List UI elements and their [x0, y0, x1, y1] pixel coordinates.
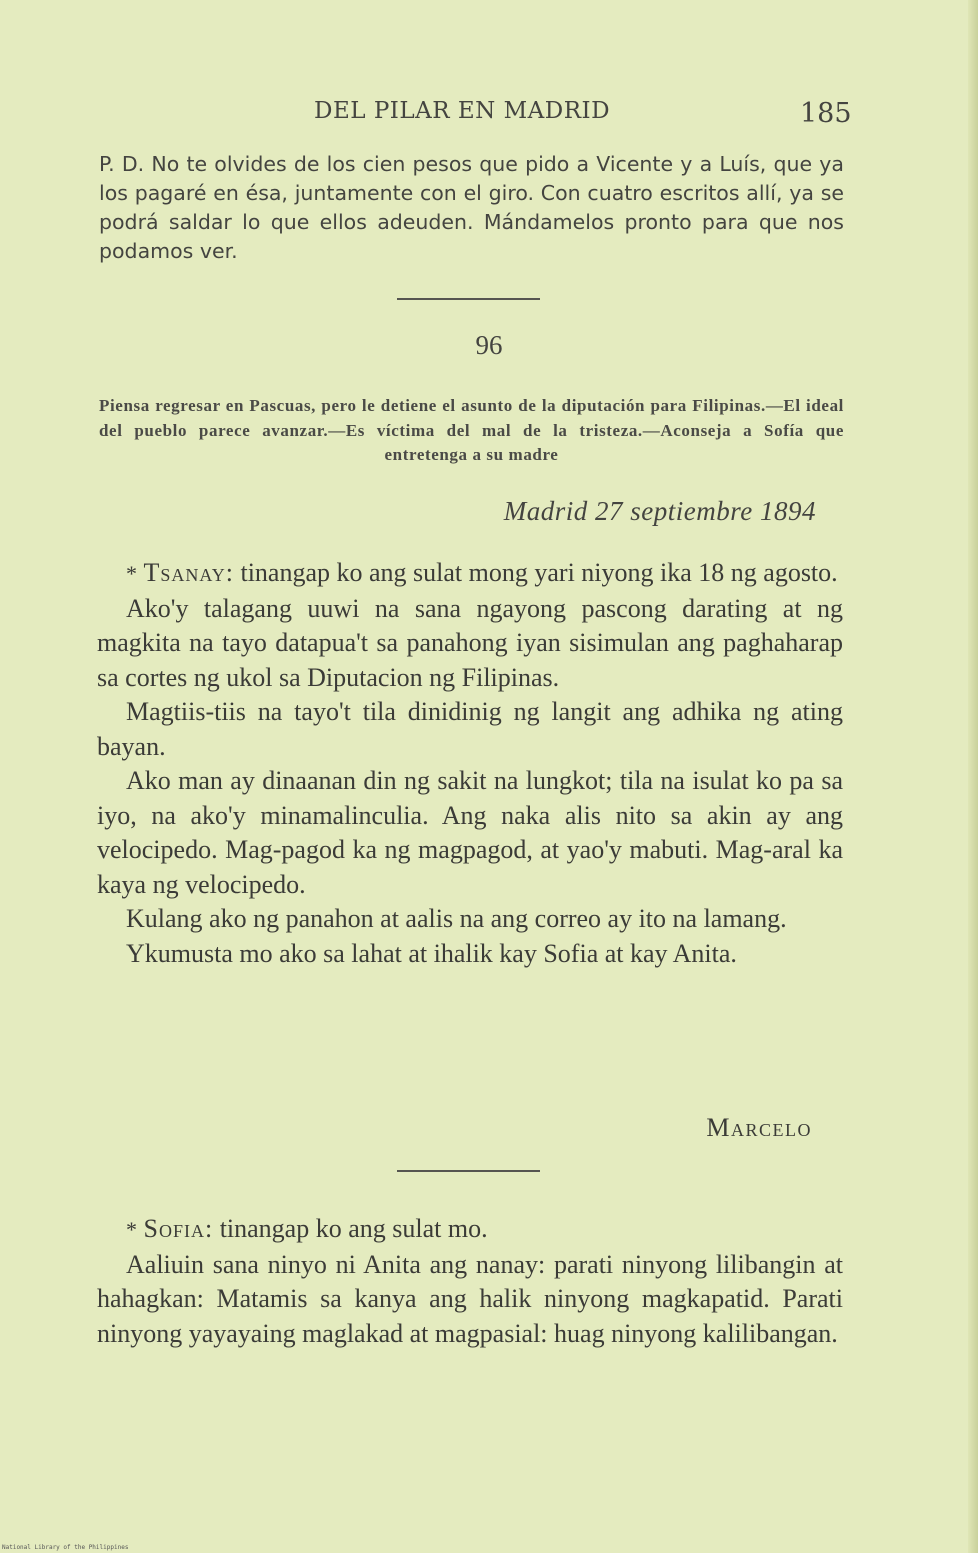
signature: Marcelo	[706, 1113, 812, 1142]
letter-summary: Piensa regresar en Pascuas, pero le detiene el asunto de la diputación para Filipinas.—El ideal del pueblo parece avanzar.—Es víctima del mal de la tristeza.—Aconseja a Sofía que entretenga a su madre	[99, 396, 844, 464]
footer-credit: National Library of the Philippines	[2, 1544, 129, 1551]
sofia-paragraph: Aaliuin sana ninyo ni Anita ang nanay: parati ninyong lilibangin at hahagkan: Matamis sa kanya ang halik ninyong magkapatid. Parati ninyong yayayaing maglakad at magpasial: huag ninyong kalilibangan.	[97, 1249, 843, 1348]
sofia-paragraph	[97, 1212, 843, 1248]
footnote-asterisk: *	[126, 1217, 137, 1242]
postscript-paragraph	[99, 150, 844, 266]
page-header	[0, 92, 978, 132]
letter-paragraph: Kulang ako ng panahon at aalis na ang correo ay ito na lamang.	[126, 904, 787, 933]
paragraph-text: tinangap ko ang sulat mong yari niyong ika 18 ng agosto.	[240, 558, 838, 587]
section-divider-bottom	[397, 1170, 540, 1172]
page-number: 185	[800, 98, 852, 129]
addressee-name: Tsanay:	[143, 558, 234, 587]
addressee-name: Sofia:	[143, 1214, 214, 1243]
letter-paragraph: Magtiis-tiis na tayo't tila dinidinig ng langit ang adhika ng ating bayan.	[97, 697, 843, 761]
letter-number: 96	[475, 330, 503, 360]
page-edge	[968, 0, 978, 1553]
footnote-asterisk: *	[126, 561, 137, 586]
paragraph-text: tinangap ko ang sulat mo.	[219, 1214, 488, 1243]
letter-dateline: Madrid 27 septiembre 1894	[503, 496, 816, 526]
section-divider-top	[397, 298, 540, 300]
sofia-postscript	[97, 1212, 843, 1351]
letter-body	[97, 556, 843, 971]
letter-paragraph: Ako man ay dinaanan din ng sakit na lungkot; tila na isulat ko pa sa iyo, na ako'y minamalinculia. Ang naka alis nito sa akin ay ang velocipedo. Mag-pagod ka ng magpagod, at yao'y mabuti. Mag-aral ka kaya ng velocipedo.	[97, 766, 843, 899]
letter-paragraph: Ykumusta mo ako sa lahat at ihalik kay Sofia at kay Anita.	[126, 938, 737, 968]
postscript-text: P. D. No te olvides de los cien pesos que pido a Vicente y a Luís, que ya los pagaré en ésa, juntamente con el giro. Con cuatro escritos allí, ya se podrá saldar lo que ellos adeuden. Mándamelos pronto para que nos podamos ver.	[99, 152, 844, 263]
letter-paragraph	[97, 556, 843, 592]
letter-paragraph: Ako'y talagang uuwi na sana ngayong pascong darating at ng magkita na tayo datapua't sa panahong iyan sisimulan ang paghaharap sa cortes ng ukol sa Diputacion ng Filipinas.	[97, 593, 843, 692]
running-head: DEL PILAR EN MADRID	[314, 98, 611, 124]
